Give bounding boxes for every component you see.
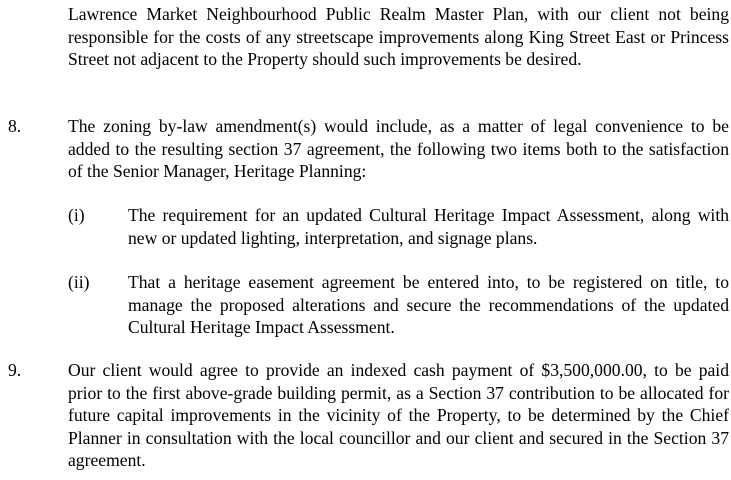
subitem-ii-number: (ii) — [68, 272, 90, 292]
subitem-i-number: (i) — [68, 205, 85, 225]
item-8-number: 8. — [8, 116, 22, 136]
item-9-paragraph: Our client would agree to provide an indexed cash payment of $3,500,000.00, to be paid prior to the first above-grade building permit, as a Section 37 contribution to be allocated for future capital improvements in the vicinity of the Property, to be determined by the Chief Planner in consultation with the local councillor and our client and secured in the Section 37 agreement. — [68, 360, 729, 470]
subitem-ii-paragraph: That a heritage easement agreement be entered into, to be registered on title, to manage the proposed alterations and secure the recommendations of the updated Cultural Heritage Impact Assessment. — [128, 272, 729, 337]
item-9-number: 9. — [8, 360, 22, 380]
intro-continuation-paragraph: Lawrence Market Neighbourhood Public Realm Master Plan, with our client not being responsible for the costs of any streetscape improvements along King Street East or Princess Street not adjacent to the Property should such improvements be desired. — [68, 4, 729, 69]
item-8-paragraph: The zoning by-law amendment(s) would include, as a matter of legal convenience to be added to the resulting section 37 agreement, the following two items both to the satisfaction of the Senior Manager, Heritage Planning: — [68, 116, 729, 181]
subitem-i-paragraph: The requirement for an updated Cultural Heritage Impact Assessment, along with new or updated lighting, interpretation, and signage plans. — [128, 205, 729, 248]
